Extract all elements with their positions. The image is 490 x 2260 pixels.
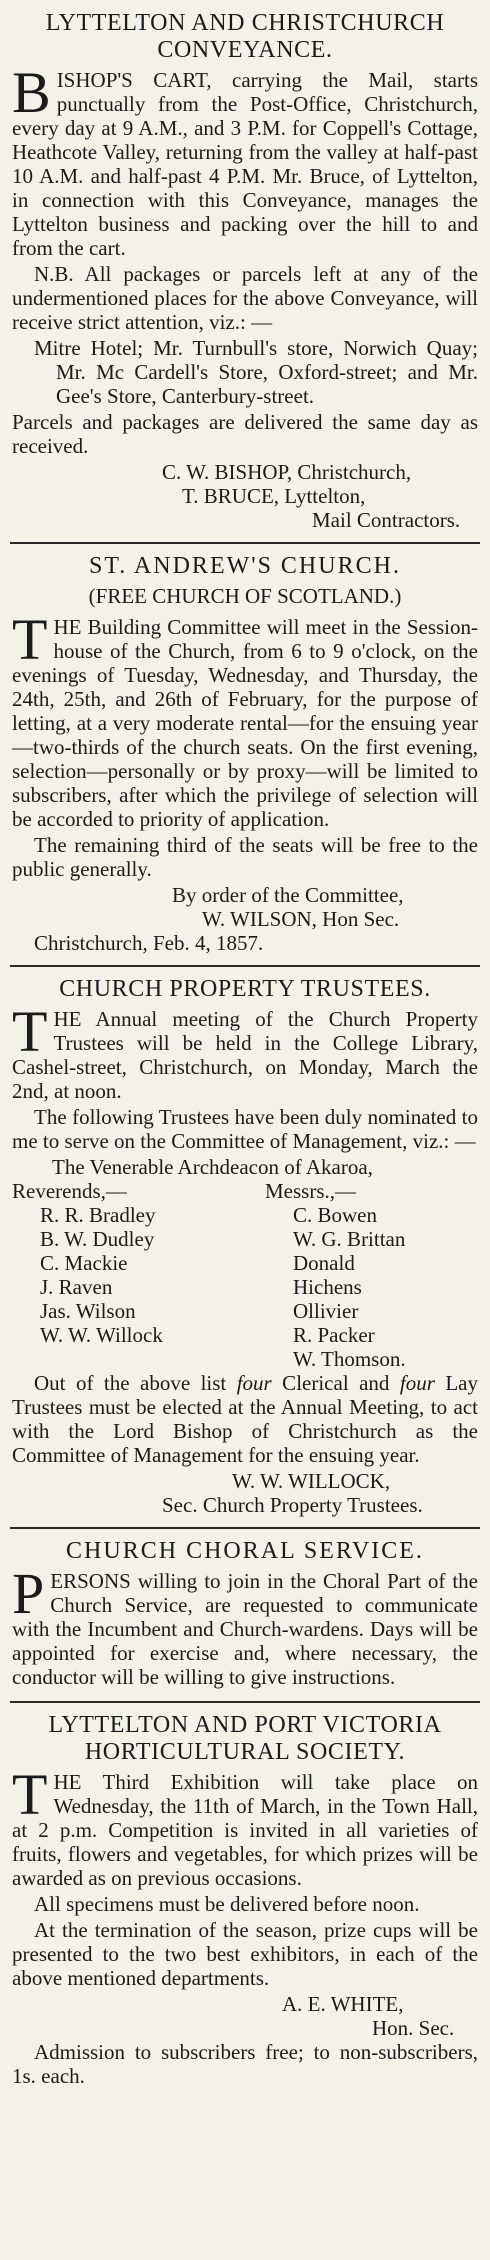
trustee-lists <box>12 1179 478 1371</box>
list-item: J. Raven <box>40 1275 113 1299</box>
divider <box>10 1701 480 1703</box>
newspaper-column <box>10 0 480 2244</box>
ad-paragraph: At the termination of the season, prize cups will be presented to the two best exhibitors, in each of the above mentioned departments. <box>12 1918 478 1990</box>
ad-paragraph: Mitre Hotel; Mr. Turnbull's store, Norwich Quay; Mr. Mc Cardell's Store, Oxford-street; and Mr. Gee's Store, Canterbury-street. <box>34 336 478 408</box>
ad-paragraph: All specimens must be delivered before noon. <box>34 1892 420 1916</box>
list-item: W. G. Brittan <box>293 1227 406 1251</box>
drop-cap: T <box>12 1762 48 1827</box>
list-item: R. R. Bradley <box>40 1203 156 1227</box>
ad-paragraph: THE Building Committee will meet in the Session-house of the Church, from 6 to 9 o'clock, on the evenings of Tuesday, Wednesday, and Thursday, the 24th, 25th, and 26th of February, for the purpose of letting, at a very moderate rental—for the ensuing year—two-thirds of the church seats. On the first evening, selection—personally or by proxy—will be limited to subscribers, after which the privilege of selection will be accorded to priority of application. <box>12 607 478 831</box>
list-item: R. Packer <box>293 1323 375 1347</box>
reverends-list <box>12 1179 245 1371</box>
signature-line: W. WILSON, Hon Sec. <box>202 907 400 931</box>
ad-st-andrews-church <box>10 553 480 955</box>
signature-line: Mail Contractors. <box>312 508 461 532</box>
signature-line: W. W. WILLOCK, <box>232 1469 391 1493</box>
list-heading: Reverends,— <box>12 1179 127 1203</box>
ad-paragraph: Admission to subscribers free; to non-subscribers, 1s. each. <box>12 2040 478 2088</box>
drop-cap: T <box>12 999 48 1064</box>
ad-paragraph: Out of the above list four Clerical and four Lay Trustees must be elected at the Annual Meeting, to act with the Lord Bishop of Christchurch as the Committee of Management for the ensuing year. <box>12 1371 478 1467</box>
list-item: B. W. Dudley <box>40 1227 155 1251</box>
divider <box>10 965 480 967</box>
divider <box>10 1527 480 1529</box>
ad-title: ST. ANDREW'S CHURCH. <box>89 553 401 579</box>
archdeacon-line: The Venerable Archdeacon of Akaroa, <box>52 1155 373 1179</box>
ad-title: CHURCH CHORAL SERVICE. <box>66 1538 424 1564</box>
ad-paragraph: THE Third Exhibition will take place on Wednesday, the 11th of March, in the Town Hall, at 2 p.m. Competition is invited in all varieties of fruits, flowers and vegetables, for which prizes will be awarded as on previous occasions. <box>12 1762 478 1890</box>
list-item: C. Bowen <box>293 1203 377 1227</box>
list-item: W. Thomson. <box>293 1347 406 1371</box>
list-item: C. Mackie <box>40 1251 128 1275</box>
list-item: Jas. Wilson <box>40 1299 136 1323</box>
ad-paragraph: BISHOP'S CART, carrying the Mail, starts punctually from the Post-Office, Christchurch, every day at 9 A.M., and 3 P.M. for Coppell's Cottage, Heathcote Valley, returning from the valley at half-past 10 A.M. and half-past 4 P.M. Mr. Bruce, of Lyttelton, in connection with this Conveyance, manages the Lyttelton business and packing over the hill to and from the cart. <box>12 60 478 260</box>
list-item: Ollivier <box>293 1299 359 1323</box>
ad-paragraph: N.B. All packages or parcels left at any of the undermentioned places for the above Conveyance, will receive strict attention, viz.: — <box>12 262 478 334</box>
ad-horticultural-society <box>10 1712 480 2088</box>
drop-cap: B <box>12 60 51 125</box>
ad-paragraph: The remaining third of the seats will be free to the public generally. <box>12 833 478 881</box>
divider <box>10 542 480 544</box>
signature-line: T. BRUCE, Lyttelton, <box>182 484 366 508</box>
list-heading: Messrs.,— <box>265 1179 357 1203</box>
ad-title: CHURCH PROPERTY TRUSTEES. <box>59 976 431 1002</box>
ad-paragraph: The following Trustees have been duly nominated to me to serve on the Committee of Management, viz.: — <box>12 1105 478 1153</box>
drop-cap: P <box>12 1561 45 1626</box>
messrs-list <box>245 1179 478 1371</box>
ad-church-choral-service <box>10 1538 480 1691</box>
drop-cap: T <box>12 607 48 672</box>
signature-line: Sec. Church Property Trustees. <box>162 1493 423 1517</box>
signature-line: A. E. WHITE, <box>282 1992 404 2016</box>
ad-title: LYTTELTON AND CHRISTCHURCH CONVEYANCE. <box>45 10 445 63</box>
list-item: Donald <box>293 1251 355 1275</box>
ad-paragraph: PERSONS willing to join in the Choral Part of the Church Service, are requested to communicate with the Incumbent and Church-wardens. Days will be appointed for exercise and, where necessary, the conductor will be willing to give instructions. <box>12 1561 478 1689</box>
ad-paragraph: Parcels and packages are delivered the same day as received. <box>12 410 478 458</box>
ad-title: LYTTELTON AND PORT VICTORIA HORTICULTURAL SOCIETY. <box>48 1712 442 1765</box>
date-line: Christchurch, Feb. 4, 1857. <box>34 931 264 955</box>
ad-lyttelton-conveyance <box>10 10 480 532</box>
ad-church-property-trustees <box>10 976 480 1517</box>
ad-paragraph: THE Annual meeting of the Church Property Trustees will be held in the College Library, Cashel-street, Christchurch, on Monday, March the 2nd, at noon. <box>12 999 478 1103</box>
signature-line: C. W. BISHOP, Christchurch, <box>162 460 412 484</box>
list-item: W. W. Willock <box>40 1323 163 1347</box>
ad-subtitle: (FREE CHURCH OF SCOTLAND.) <box>88 584 402 608</box>
list-item: Hichens <box>293 1275 362 1299</box>
signature-line: By order of the Committee, <box>172 883 404 907</box>
signature-line: Hon. Sec. <box>372 2016 455 2040</box>
